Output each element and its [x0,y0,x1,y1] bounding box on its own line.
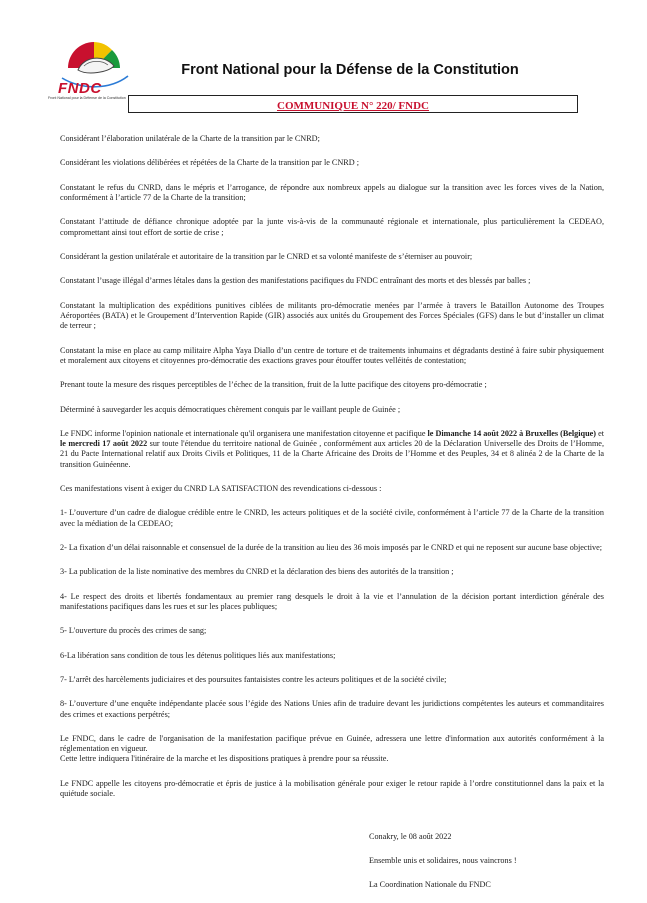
demand-item: 4- Le respect des droits et libertés fondamentaux au premier rang desquels le droit à la vie et l’annulation de la décision portant interdiction générale des manifestations pacifiques dans les rues et sur les places publiques; [60,591,604,611]
paragraph: Constatant le refus du CNRD, dans le mépris et l’arrogance, de répondre aux nombreux appels au dialogue sur la transition avec les forces vives de la Nation, conformément à l’article 77 de la Charte de la transition; [60,182,604,202]
place-date: Conakry, le 08 août 2022 [369,832,452,841]
announcement-paragraph [60,429,604,470]
closing-block [369,832,609,903]
communique-box [128,95,578,113]
document-body [60,134,604,813]
demand-item: 8- L’ouverture d’une enquête indépendante placée sous l’égide des Nations Unies afin de traduire devant les juridictions compétentes les auteurs et commanditaires des crimes et exactions perpétrés; [60,699,604,719]
demand-item: 7- L’arrêt des harcèlements judiciaires et des poursuites fantaisistes contre les acteurs politiques et de la société civile; [60,675,447,685]
paragraph: Constatant la multiplication des expéditions punitives ciblées de militants pro-démocratie menées par l’armée à travers le Bataillon Autonome des Troupes Aéroportées (BATA) et le Groupement d’Intervention Rapide (GIR) associés aux unités du Groupement des Forces Spéciales (GFS) dans le but d’installer un climat de terreur ; [60,300,604,331]
paragraph: Considérant les violations délibérées et répétées de la Charte de la transition par le CNRD ; [60,158,359,168]
demand-item: 2- La fixation d’un délai raisonnable et consensuel de la durée de la transition au lieu des 36 mois imposés par le CNRD et qui ne reposent sur aucune base objective; [60,542,603,552]
conjunction: et [596,428,604,438]
brussels-date: le Dimanche 14 août 2022 à Bruxelles (Belgique) [427,428,597,438]
letter-text: Le FNDC, dans le cadre de l'organisation de la manifestation pacifique prévue en Guinée, adressera une lettre d'information aux autorités conformément à la réglementation en vigueur. [60,734,604,754]
signature: La Coordination Nationale du FNDC [369,879,491,889]
demand-item: 1- L’ouverture d’un cadre de dialogue crédible entre le CNRD, les acteurs politiques et de la société civile, conformément à l’article 77 de la Charte de la transition avec la médiation de la CEDEAO; [60,508,604,528]
paragraph: Constatant la mise en place au camp militaire Alpha Yaya Diallo d’un centre de torture et de traitements inhumains et dégradants destiné à faire subir physiquement et moralement aux citoyens et citoyennes pro-démocratie des exactions graves pour étouffer toutes velléités de contestation; [60,345,604,365]
motto: Ensemble unis et solidaires, nous vaincrons ! [369,855,517,865]
logo-subtitle: Front National pour la Défense de la Constitution [48,96,126,100]
paragraph: Constatant l’usage illégal d’armes létales dans la gestion des manifestations pacifiques du FNDC entraînant des morts et des blessés par balles ; [60,276,531,286]
paragraph: Déterminé à sauvegarder les acquis démocratiques chèrement conquis par le vaillant peuple de Guinée ; [60,404,401,414]
demand-item: 5- L'ouverture du procès des crimes de sang; [60,626,207,636]
logo-wordmark: FNDC [58,80,102,97]
paragraph: Ces manifestations visent à exiger du CNRD LA SATISFACTION des revendications ci-dessous : [60,483,382,493]
letter-paragraph [60,734,604,765]
paragraph: Le FNDC appelle les citoyens pro-démocratie et épris de justice à la mobilisation générale pour exiger le retour rapide à l’ordre constitutionnel dans la paix et la quiétude sociale. [60,778,604,799]
guinea-date: le mercredi 17 août 2022 [60,439,148,449]
demand-item: 6-La libération sans condition de tous les détenus politiques liés aux manifestations; [60,650,336,660]
announcement-text: Le FNDC informe l'opinion nationale et internationale qu'il organisera une manifestation citoyenne et pacifique [60,428,428,438]
demand-item: 3- La publication de la liste nominative des membres du CNRD et la déclaration des biens des autorités de la transition ; [60,567,454,577]
letter-text-2: Cette lettre indiquera l'itinéraire de la marche et les dispositions pratiques à prendre pour sa réussite. [60,754,389,764]
announcement-text-end: sur toute l'étendue du territoire national de Guinée , conformément aux articles 20 de la Déclaration Universelle des Droits de l’Homme, 21 du Pacte International relatif aux Droits Civils et Politiques, 11 de la Charte Africaine des Droits de l’Homme et des Peuples, 34 et 8 alinéa 2 de la Charte de la transition Guinéenne. [60,439,604,469]
paragraph: Considérant l’élaboration unilatérale de la Charte de la transition par le CNRD; [60,134,320,143]
paragraph: Constatant l’attitude de défiance chronique adoptée par la junte vis-à-vis de la communauté régionale et internationale, plus particulièrement la CEDEAO, compromettant ainsi tout effort de sortie de crise ; [60,217,604,237]
document-title: Front National pour la Défense de la Constitution [181,62,519,78]
paragraph: Prenant toute la mesure des risques perceptibles de l’échec de la transition, fruit de la lutte pacifique des citoyens pro-démocratie ; [60,380,487,390]
communique-number: COMMUNIQUE N° 220/ FNDC [277,100,429,112]
paragraph: Considérant la gestion unilatérale et autoritaire de la transition par le CNRD et sa volonté manifeste de s’éterniser au pouvoir; [60,251,473,261]
